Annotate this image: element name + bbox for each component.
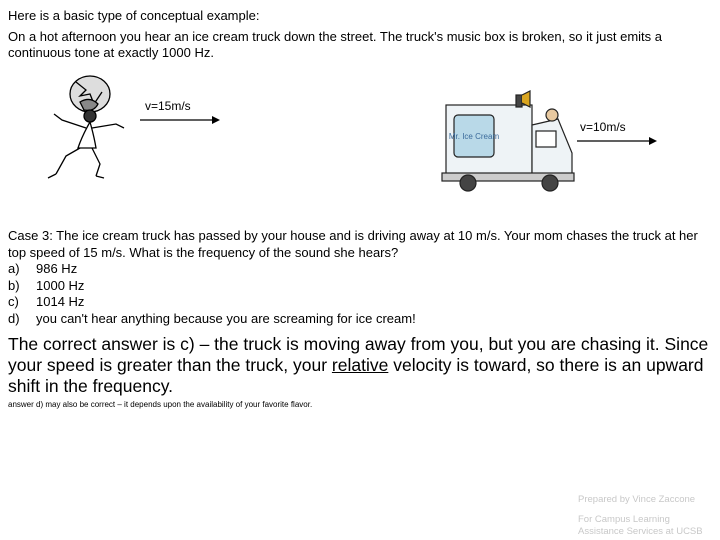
answer-part1: The correct answer is c) – the truck is moving away from you, but you are chasing it. Since your speed is greater than the truck, your bbox=[8, 334, 709, 375]
answer-text bbox=[8, 334, 718, 397]
credit-org-line1: For Campus Learning bbox=[578, 514, 670, 525]
option-key: a) bbox=[8, 261, 20, 276]
option-d bbox=[8, 311, 713, 328]
truck-velocity-arrow bbox=[577, 136, 657, 146]
truck-velocity-label: v=10m/s bbox=[580, 120, 626, 134]
option-text: 1014 Hz bbox=[36, 294, 85, 309]
ice-cream-truck-illustration bbox=[440, 95, 580, 195]
truck-sign-text: Mr. Ice Cream bbox=[448, 132, 500, 141]
option-text: 1000 Hz bbox=[36, 277, 85, 293]
case-question-block bbox=[8, 228, 713, 327]
option-key: d) bbox=[8, 310, 20, 326]
option-key: c) bbox=[8, 294, 19, 309]
answer-relative-word: relative bbox=[331, 355, 389, 375]
setup-text: On a hot afternoon you hear an ice cream truck down the street. The truck's music box is broken, so it just emits a continuous tone at exactly 1000 Hz. bbox=[8, 29, 662, 60]
answer-part2: velocity is toward, so there is an upward shift in the frequency. bbox=[8, 355, 704, 396]
mom-velocity-label: v=15m/s bbox=[145, 99, 191, 113]
intro-text: Here is a basic type of conceptual example: bbox=[8, 8, 260, 23]
case-question-text: Case 3: The ice cream truck has passed by your house and is driving away at 10 m/s. Your mom chases the truck at her top speed of 15 m/s. What is the frequency of the sound she hears? bbox=[8, 228, 698, 260]
option-text: you can't hear anything because you are screaming for ice cream! bbox=[36, 310, 416, 326]
credit-organization bbox=[578, 514, 703, 538]
credit-prepared-by: Prepared by Vince Zaccone bbox=[578, 494, 696, 505]
option-b bbox=[8, 278, 713, 295]
option-key: b) bbox=[8, 277, 20, 293]
option-c bbox=[8, 294, 713, 311]
note-text: answer d) may also be correct – it depends upon the availability of your favorite flavor. bbox=[8, 400, 313, 409]
option-a bbox=[8, 261, 713, 278]
running-woman-illustration bbox=[28, 72, 128, 182]
option-text: 986 Hz bbox=[36, 261, 78, 276]
credit-org-line2: Assistance Services at UCSB bbox=[578, 526, 703, 537]
mom-velocity-arrow bbox=[140, 115, 220, 125]
